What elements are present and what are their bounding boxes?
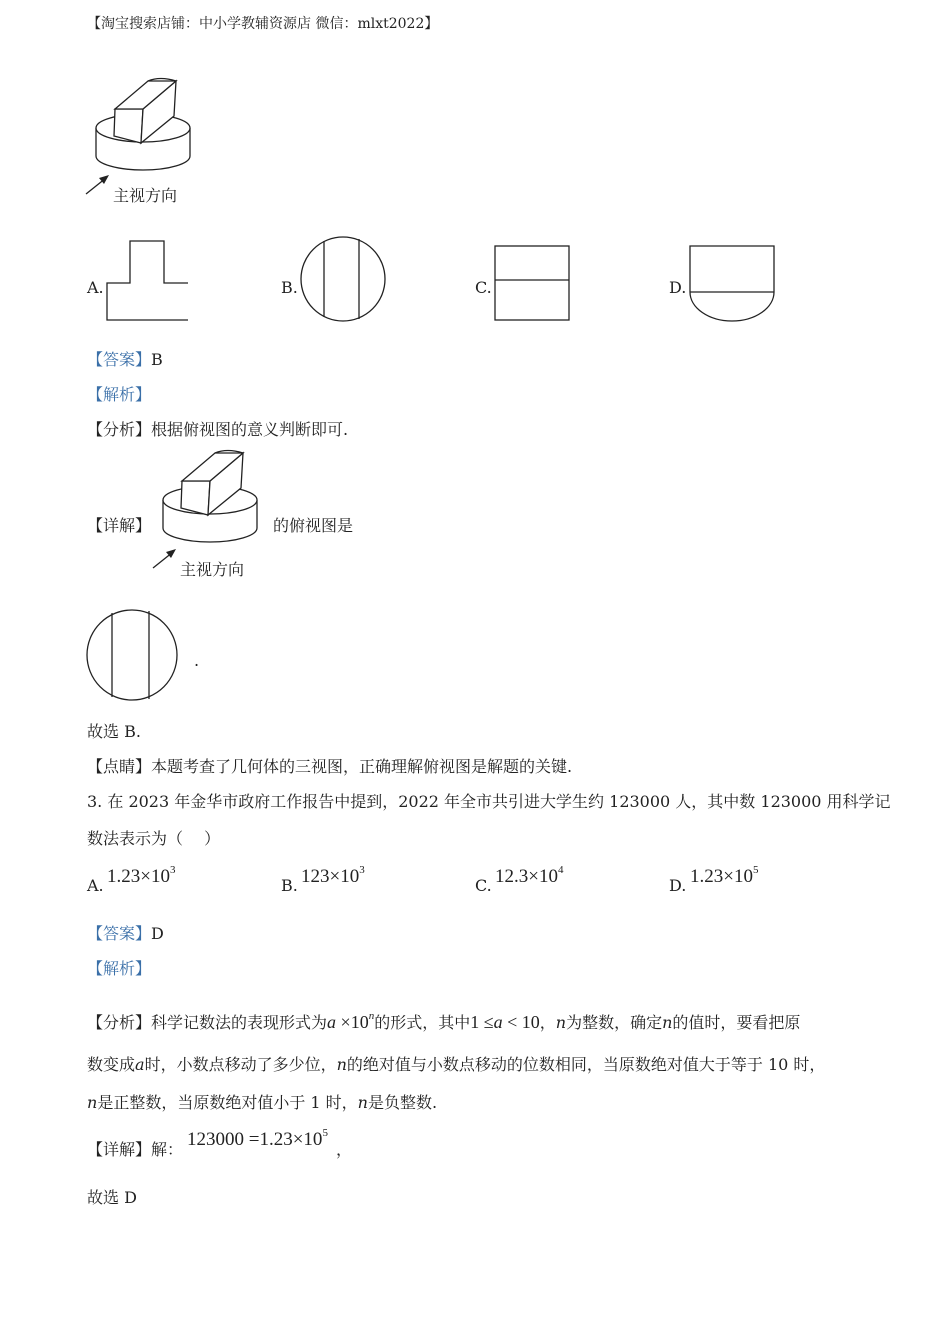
option-d-label: D. <box>669 278 687 297</box>
option-b-circle-two-lines <box>300 236 387 322</box>
q3-option-a-label: A. <box>87 876 104 895</box>
answer-value: B <box>151 350 163 369</box>
q3-option-d-label: D. <box>669 876 687 895</box>
q3-stem-line2: 数法表示为（ ） <box>87 829 221 848</box>
q2-answer-line <box>87 350 163 370</box>
q3-choose-line: 故选 D <box>87 1188 137 1207</box>
q2-choose-line: 故选 B. <box>87 722 141 741</box>
detail-solid-figure-diagram <box>147 446 267 571</box>
q3-stem-line1: 3. 在 2023 年金华市政府工作报告中提到，2022 年全市共引进大学生约 123000 人，其中数 123000 用科学记 <box>87 792 891 811</box>
q3-option-a-formula: $1.23\times 10^3$ <box>107 864 176 887</box>
q2-comment-line <box>87 757 572 777</box>
detail-period: . <box>194 651 200 670</box>
page-header: 【淘宝搜索店铺：中小学教辅资源店 微信：mlxt2022】 <box>87 16 439 32</box>
option-b-label: B. <box>281 278 298 297</box>
answer-value: D <box>151 924 164 943</box>
q3-option-b-label: B. <box>281 876 298 895</box>
option-a-t-shape <box>106 240 190 322</box>
fenxi-tag: 【分析】 <box>87 420 152 439</box>
q3-fenxi-line1: 【分析】科学记数法的表现形式为$a \times 10^n$的形式，其中1 ≤a < 10，n为整数，确定n的值时，要看把原 <box>87 1010 801 1032</box>
q2-analysis-tag: 【解析】 <box>87 385 152 404</box>
q3-fenxi-line2: 数变成a时，小数点移动了多少位，n的绝对值与小数点移动的位数相同，当原数绝对值大于等于 10 时， <box>87 1055 826 1074</box>
q3-option-c-formula: $12.3\times 10^4$ <box>495 864 564 887</box>
detail-view-direction-caption: 主视方向 <box>180 560 245 579</box>
option-a-label: A. <box>87 278 104 297</box>
q3-analysis-tag: 【解析】 <box>87 959 152 978</box>
comment-text: 本题考查了几何体的三视图，正确理解俯视图是解题的关键. <box>151 757 573 776</box>
answer-tag: 【答案】 <box>87 924 152 943</box>
q3-detail-formula: $123000 =1.23\times 10^5$ <box>187 1127 328 1150</box>
q2-detail-suffix: 的俯视图是 <box>273 516 354 535</box>
view-direction-caption: 主视方向 <box>113 186 178 205</box>
q3-detail-suffix: ， <box>336 1140 353 1159</box>
top-view-circle-answer <box>86 609 180 702</box>
q3-option-d-formula: $1.23\times 10^5$ <box>690 864 759 887</box>
option-c-label: C. <box>475 278 492 297</box>
solid-figure-diagram <box>80 74 200 199</box>
answer-tag: 【答案】 <box>87 350 152 369</box>
q3-detail-line: 【详解】解： <box>87 1140 184 1159</box>
q3-answer-line <box>87 924 164 944</box>
q2-detail-tag: 【详解】 <box>87 516 152 535</box>
q3-option-c-label: C. <box>475 876 492 895</box>
fenxi-text: 根据俯视图的意义判断即可. <box>151 420 349 439</box>
q3-option-b-formula: $123\times 10^3$ <box>301 864 365 887</box>
option-c-split-rectangle <box>494 245 571 322</box>
comment-tag: 【点睛】 <box>87 757 152 776</box>
q2-fenxi-line <box>87 420 348 440</box>
option-d-rect-semicircle <box>689 245 777 323</box>
q3-fenxi-line3: n是正整数，当原数绝对值小于 1 时，n是负整数. <box>87 1093 438 1112</box>
